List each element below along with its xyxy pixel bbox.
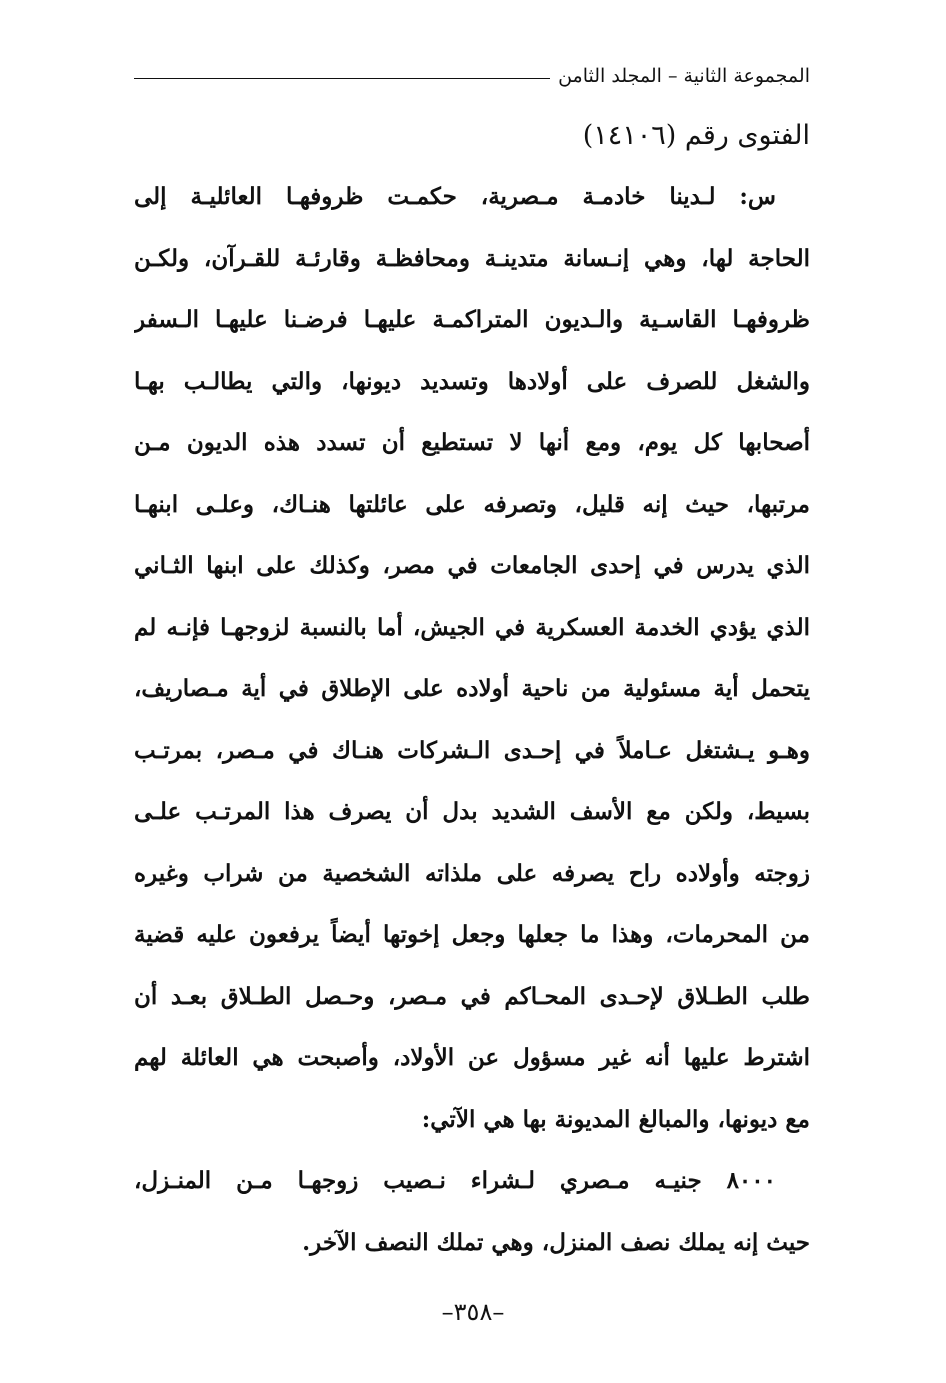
body-text xyxy=(134,166,810,1273)
body-line: يتحمل أية مسئولية من ناحية أولاده على الإطلاق في أية مـصاريف، xyxy=(134,675,810,702)
body-line: الحاجة لها، وهي إنـسانة متدينـة ومحافظـة وقارئـة للقـرآن، ولكـن xyxy=(134,244,810,272)
header-title: المجموعة الثانية – المجلد الثامن xyxy=(558,65,810,87)
body-line: مرتبها، حيث إنه قليل، وتصرفه على عائلتها هنـاك، وعلـى ابنهـا xyxy=(134,490,810,518)
body-line: والشغل للصرف على أولادها وتسديد ديونها، والتي يطالـب بهـا xyxy=(134,367,810,395)
body-line: اشترط عليها أنه غير مسؤول عن الأولاد، وأصبحت هي العائلة لهم xyxy=(134,1044,810,1071)
running-header xyxy=(134,56,810,96)
body-line: الذي يؤدي الخدمة العسكرية في الجيش، أما بالنسبة لزوجهـا فإنـه لم xyxy=(134,613,810,641)
fatwa-title: الفتوى رقم (١٤١٠٦) xyxy=(582,120,810,151)
body-line: من المحرمات، وهذا ما جعلها وجعل إخوتها أيضاً يرفعون عليه قضية xyxy=(134,921,810,948)
header-rule xyxy=(134,78,550,79)
body-line: ٨٠٠٠ جنيـه مـصري لـشراء نـصيب زوجهـا مـن المنـزل، xyxy=(134,1167,776,1194)
body-line: الذي يدرس في إحدى الجامعات في مصر، وكذلك على ابنها الثـاني xyxy=(134,552,810,579)
body-line: زوجته وأولاده راح يصرفه على ملذاته الشخصية من شراب وغيره xyxy=(134,859,810,887)
body-line: س: لـدينا خادمـة مـصرية، حكمـت ظروفهـا العائليـة إلى xyxy=(134,183,776,210)
body-line: أصحابها كل يوم، ومع أنها لا تستطيع أن تسدد هذه الديون مـن xyxy=(134,429,810,456)
body-line: ظروفهـا القاسـية والـديون المتراكمـة عليهـا فرضـنا عليهـا الـسفر xyxy=(134,306,810,333)
body-line: حيث إنه يملك نصف المنزل، وهي تملك النصف الآخر. xyxy=(302,1228,810,1256)
body-line: مع ديونها، والمبالغ المديونة بها هي الآتي: xyxy=(421,1105,810,1133)
page-number: –٣٥٨– xyxy=(441,1298,505,1326)
body-line: طلب الطـلاق لإحـدى المحـاكم في مـصر، وحـصل الطـلاق بعـد أن xyxy=(134,982,810,1010)
body-line: بسيط، ولكن مع الأسف الشديد بدل أن يصرف هذا المرتـب علـى xyxy=(134,798,810,825)
body-line: وهـو يـشتغل عـاملاً في إحـدى الـشركات هنـاك في مـصر، بمرتـب xyxy=(134,736,810,764)
